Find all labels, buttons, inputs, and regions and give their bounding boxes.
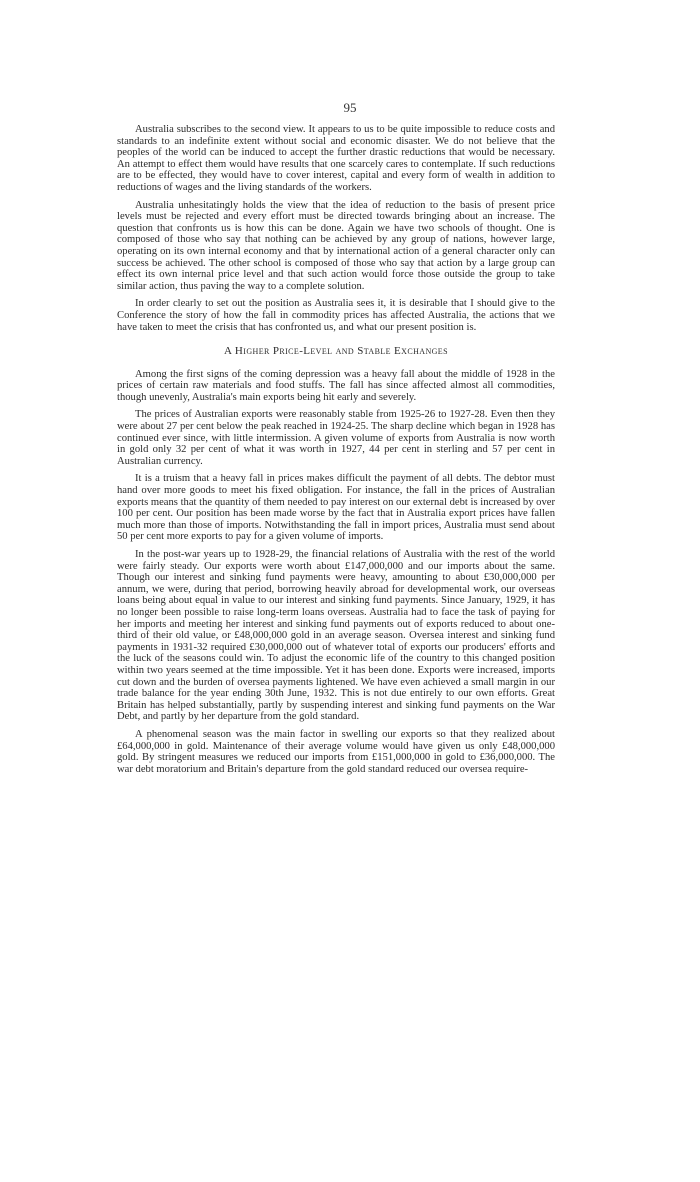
- paragraph: In order clearly to set out the position as Australia sees it, it is desirable that I should give to the Conference the story of how the fall in commodity prices has affected Australia, the actions that we have taken to meet the crisis that has confronted us, and what our present position is.: [117, 298, 555, 333]
- paragraph: Australia subscribes to the second view. It appears to us to be quite impossible to reduce costs and standards to an indefinite extent without social and economic disaster. We do not believe that the peoples of the world can be induced to accept the further drastic reductions that would be necessary. An attempt to effect them would have results that one scarcely cares to contemplate. If such reductions are to be effected, they would have to cover interest, capital and every form of wealth in addition to reductions of wages and the living standards of the workers.: [117, 124, 555, 193]
- paragraph: Among the first signs of the coming depression was a heavy fall about the middle of 1928 in the prices of certain raw materials and food stuffs. The fall has since affected almost all commodities, though unevenly, Australia's main exports being hit early and severely.: [117, 368, 555, 403]
- section-heading: A Higher Price-Level and Stable Exchanges: [224, 345, 448, 358]
- body-text: [117, 124, 555, 777]
- paragraph: It is a truism that a heavy fall in prices makes difficult the payment of all debts. The debtor must hand over more goods to meet his fixed obligation. For instance, the fall in the prices of Australian exports means that the quantity of them needed to pay interest on our external debt is increased by over 100 per cent. Our position has been made worse by the fact that in Australia export prices have fallen much more than those of imports. Notwithstanding the fall in import prices, Australia must send about 50 per cent more exports to pay for a given volume of imports.: [117, 473, 555, 543]
- paragraph: In the post-war years up to 1928-29, the financial relations of Australia with the rest of the world were fairly steady. Our exports were worth about £147,000,000 and our imports about the same. Though our interest and sinking fund payments were heavy, amounting to about £30,000,000 per annum, we were, during that period, borrowing heavily abroad for developmental work, our overseas loans being about equal in value to our interest and sinking fund payments. Since January, 1929, it has no longer been possible to raise long-term loans overseas. Australia had to face the task of paying for her imports and meeting her interest and sinking fund payments out of exports reduced to about one-third of their old value, or £48,000,000 gold in an average season. Oversea interest and sinking fund payments in 1931-32 required £30,000,000 out of whatever total of exports our producers' efforts and the luck of the seasons could win. To adjust the economic life of the country to this changed position within two years seemed at the time impossible. Yet it has been done. Exports were increased, imports cut down and the burden of oversea payments lightened. We have even achieved a small margin in our trade balance for the year ending 30th June, 1932. This is not due entirely to our own efforts. Great Britain has helped substantially, partly by suspending interest and sinking fund payments on the War Debt, and partly by her departure from the gold standard.: [117, 549, 555, 723]
- paragraph: The prices of Australian exports were reasonably stable from 1925-26 to 1927-28. Even then they were about 27 per cent below the peak reached in 1924-25. The sharp decline which began in 1928 has continued ever since, with little intermission. A given volume of exports from Australia is now worth in gold only 32 per cent of what it was worth in 1927, 44 per cent in sterling and 57 per cent in Australian currency.: [117, 409, 555, 467]
- paragraph: Australia unhesitatingly holds the view that the idea of reduction to the basis of present price levels must be rejected and every effort must be directed towards bringing about an increase. The question that confronts us is how this can be done. Again we have two schools of thought. One is composed of those who say that nothing can be achieved by any group of nations, however large, operating on its own internal economy and that by international action of a general character only can success be achieved. The other school is composed of those who say that action by a large group can effect its own internal price level and that such action would force those outside the group to take similar action, thus paving the way to a complete solution.: [117, 199, 555, 292]
- paragraph: A phenomenal season was the main factor in swelling our exports so that they realized about £64,000,000 in gold. Maintenance of their average volume would have given us only £48,000,000 gold. By stringent measures we reduced our imports from £151,000,000 in gold to £36,000,000. The war debt moratorium and Britain's departure from the gold standard reduced our oversea require-: [117, 728, 555, 775]
- page-number: 95: [343, 100, 357, 115]
